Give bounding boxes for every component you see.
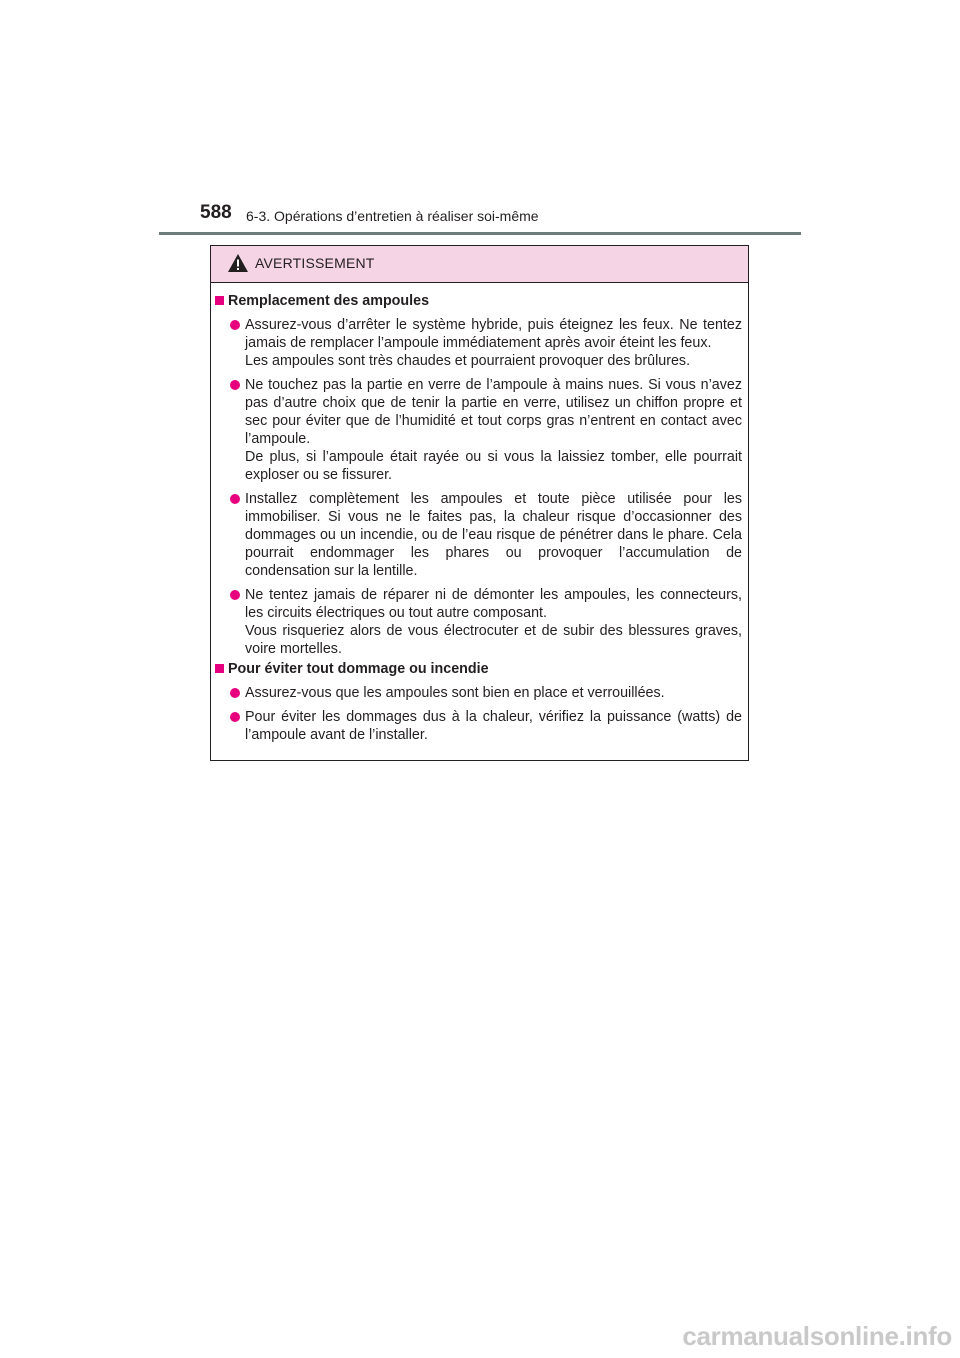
paragraph: Installez complètement les ampoules et toute pièce utilisée pour les immobiliser. Si vous ne le faites pas, la chaleur risque d’occasionner des dommages ou un incendie, ou de l’eau risque de pénétrer dans le phare. Cela pourrait endommager les phares ou provoquer l’accumulation de condensation sur la lentille. <box>245 491 742 579</box>
warning-title: AVERTISSEMENT <box>255 255 375 271</box>
watermark: carmanualsonline.info <box>682 1321 952 1351</box>
bullet-dot-icon <box>230 712 240 722</box>
paragraph: Assurez-vous d’arrêter le système hybride, puis éteignez les feux. Ne tentez jamais de remplacer l’ampoule immédiatement après avoir éteint les feux. <box>245 317 742 351</box>
section-bulb-replacement <box>214 292 742 658</box>
list-item <box>230 490 742 580</box>
list-item <box>230 684 742 702</box>
page-number: 588 <box>200 202 232 223</box>
bullet-dot-icon <box>230 320 240 330</box>
paragraph: Ne tentez jamais de réparer ni de démonter les ampoules, les connecteurs, les circuits électriques ou tout autre composant. <box>245 587 742 621</box>
list-item-text <box>245 708 742 744</box>
paragraph: De plus, si l’ampoule était rayée ou si vous la laissiez tomber, elle pourrait exploser ou se fissurer. <box>245 449 742 483</box>
list-item-text <box>245 684 742 702</box>
warning-body <box>211 283 748 744</box>
paragraph: Assurez-vous que les ampoules sont bien en place et verrouillées. <box>245 685 665 701</box>
bullet-dot-icon <box>230 380 240 390</box>
section-title: 6-3. Opérations d’entretien à réaliser soi-même <box>246 208 539 224</box>
list-item-text <box>245 376 742 484</box>
section-damage-fire <box>214 660 742 744</box>
warning-box <box>210 245 749 761</box>
list-item <box>230 586 742 658</box>
warning-triangle-icon <box>227 253 249 273</box>
list-item-text <box>245 490 742 580</box>
list-item-text <box>245 316 742 370</box>
square-bullet-icon <box>215 664 224 673</box>
bullet-dot-icon <box>230 688 240 698</box>
list-item <box>230 376 742 484</box>
warning-header <box>211 246 748 283</box>
paragraph: Vous risqueriez alors de vous électrocuter et de subir des blessures graves, voire mortelles. <box>245 623 742 657</box>
section-heading-text: Remplacement des ampoules <box>228 293 430 309</box>
paragraph: Les ampoules sont très chaudes et pourraient provoquer des brûlures. <box>245 353 691 369</box>
header-rule <box>159 232 801 235</box>
bullet-dot-icon <box>230 494 240 504</box>
paragraph: Pour éviter les dommages dus à la chaleur, vérifiez la puissance (watts) de l’ampoule avant de l’installer. <box>245 709 742 743</box>
section-heading <box>214 292 742 310</box>
bullet-dot-icon <box>230 590 240 600</box>
section-heading <box>214 660 742 678</box>
section-heading-text: Pour éviter tout dommage ou incendie <box>228 661 489 677</box>
list-item <box>230 316 742 370</box>
list-item <box>230 708 742 744</box>
list-item-text <box>245 586 742 658</box>
paragraph: Ne touchez pas la partie en verre de l’ampoule à mains nues. Si vous n’avez pas d’autre choix que de tenir la partie en verre, utilisez un chiffon propre et sec pour éviter que de l’humidité et tout corps gras n’entrent en contact avec l’ampoule. <box>245 377 742 447</box>
square-bullet-icon <box>215 296 224 305</box>
